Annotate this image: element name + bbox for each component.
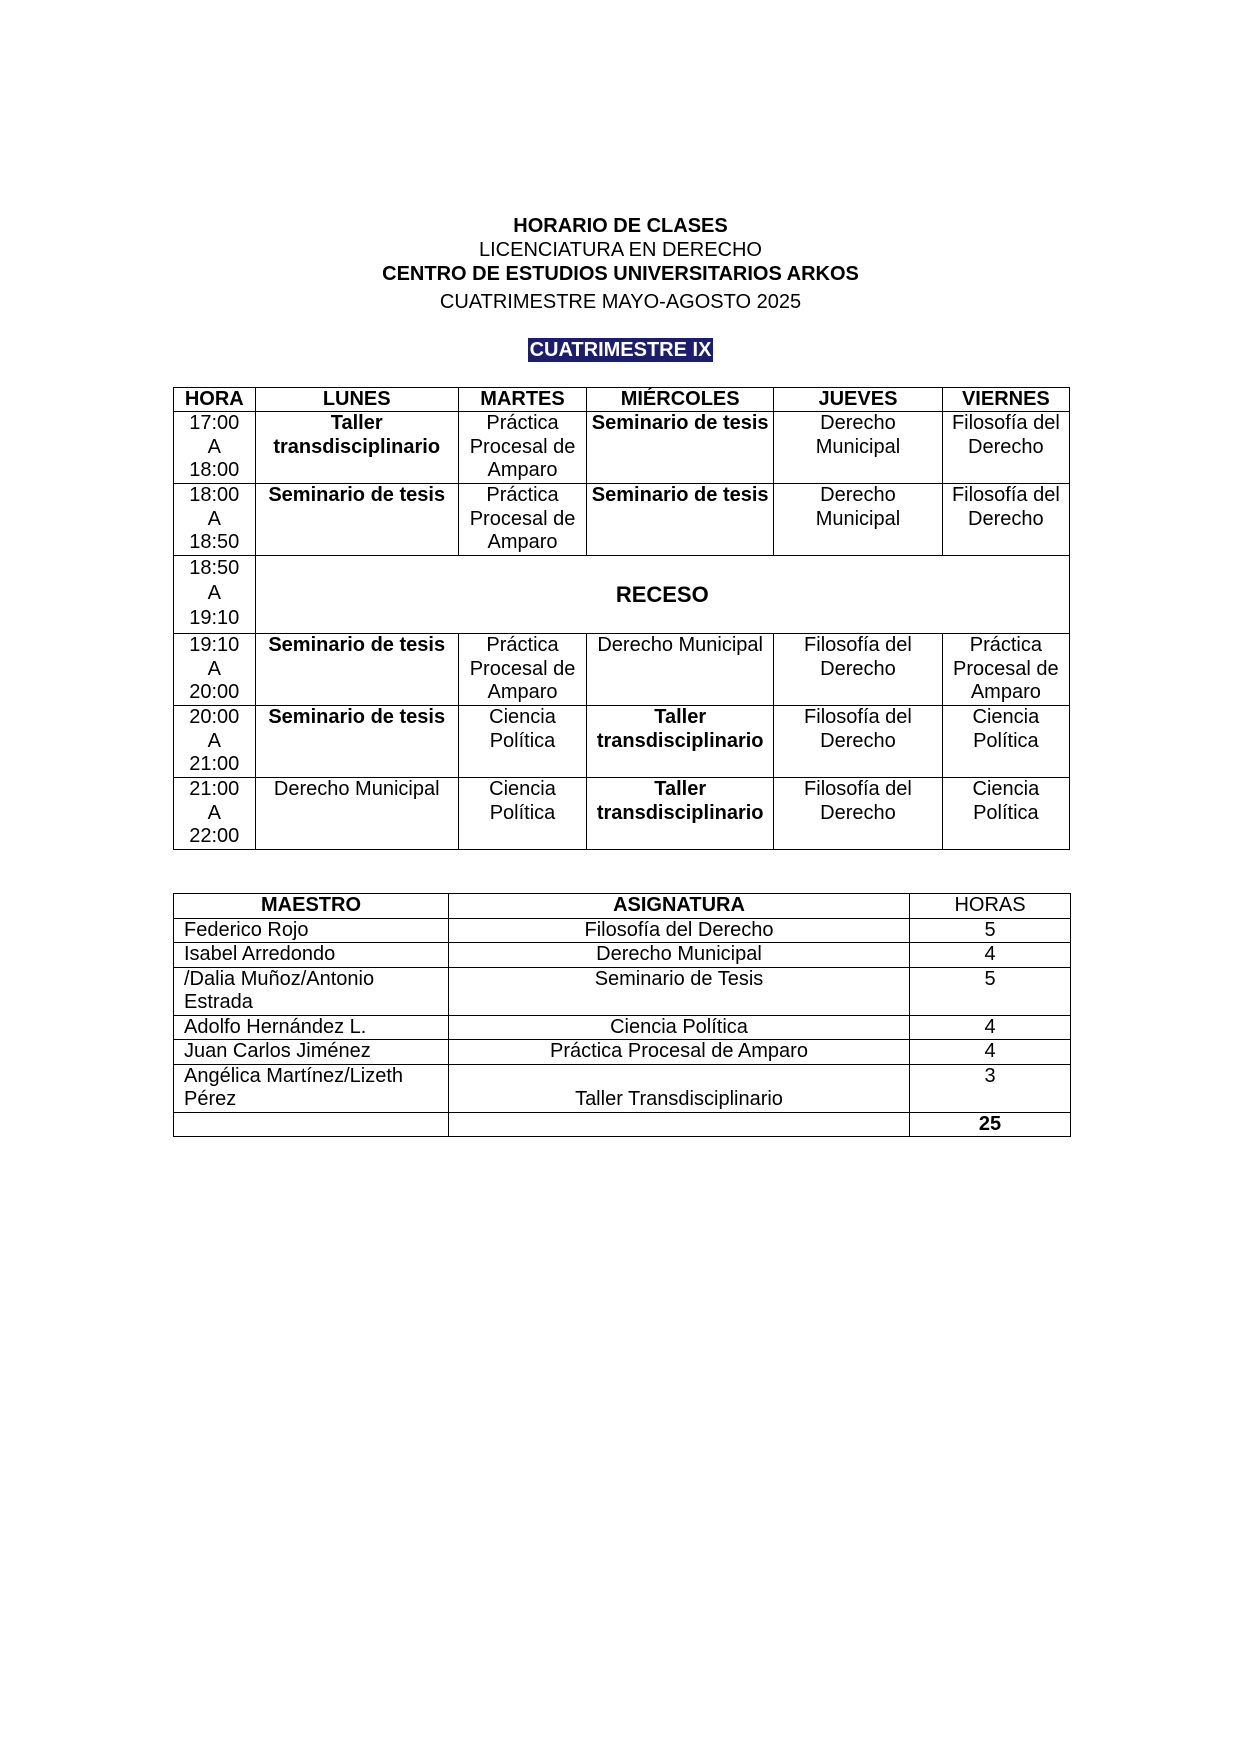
total-row xyxy=(174,1112,1071,1137)
term-label: CUATRIMESTRE MAYO-AGOSTO 2025 xyxy=(439,291,802,313)
class-cell: Derecho Municipal xyxy=(774,412,943,484)
class-cell: Seminario de tesis xyxy=(255,484,458,556)
class-cell: Seminario de tesis xyxy=(587,484,774,556)
class-cell: Ciencia Política xyxy=(458,706,586,778)
teacher-name: Adolfo Hernández L. xyxy=(174,1015,449,1040)
teacher-row xyxy=(174,967,1071,1015)
teachers-table xyxy=(173,893,1071,1137)
class-cell: Seminario de tesis xyxy=(255,634,458,706)
class-cell: Filosofía del Derecho xyxy=(942,412,1069,484)
class-cell: Taller transdisciplinario xyxy=(587,706,774,778)
time-cell: 19:10 A 20:00 xyxy=(174,634,256,706)
hours-value: 5 xyxy=(910,918,1071,943)
header-viernes: VIERNES xyxy=(942,388,1069,412)
class-cell: Práctica Procesal de Amparo xyxy=(458,634,586,706)
teacher-name: Isabel Arredondo xyxy=(174,943,449,968)
schedule-row xyxy=(174,484,1070,556)
badge-wrap xyxy=(0,338,1241,362)
time-cell: 21:00 A 22:00 xyxy=(174,778,256,850)
class-cell: Filosofía del Derecho xyxy=(774,706,943,778)
schedule-table xyxy=(173,387,1070,850)
teacher-row xyxy=(174,1040,1071,1065)
teacher-name: Angélica Martínez/Lizeth Pérez xyxy=(174,1064,449,1112)
class-cell: Ciencia Política xyxy=(942,778,1069,850)
time-cell: 18:00 A 18:50 xyxy=(174,484,256,556)
teacher-name: Federico Rojo xyxy=(174,918,449,943)
header-horas: HORAS xyxy=(910,894,1071,919)
hours-value: 4 xyxy=(910,1040,1071,1065)
time-cell: 18:50 A 19:10 xyxy=(174,556,256,634)
class-cell: Seminario de tesis xyxy=(255,706,458,778)
class-cell: Derecho Municipal xyxy=(255,778,458,850)
subject-name: Filosofía del Derecho xyxy=(449,918,910,943)
class-cell: Derecho Municipal xyxy=(774,484,943,556)
receso-row xyxy=(174,556,1070,634)
subject-name: Derecho Municipal xyxy=(449,943,910,968)
document-title: HORARIO DE CLASES xyxy=(513,215,728,237)
teacher-row xyxy=(174,1064,1071,1112)
receso-label: RECESO xyxy=(255,556,1069,634)
class-cell: Ciencia Política xyxy=(942,706,1069,778)
document-header xyxy=(0,214,1241,314)
class-cell: Práctica Procesal de Amparo xyxy=(942,634,1069,706)
hours-value: 5 xyxy=(910,967,1071,1015)
schedule-header-row xyxy=(174,388,1070,412)
teacher-row xyxy=(174,1015,1071,1040)
teacher-name: Juan Carlos Jiménez xyxy=(174,1040,449,1065)
total-empty-cell xyxy=(449,1112,910,1137)
class-cell: Práctica Procesal de Amparo xyxy=(458,412,586,484)
teacher-row xyxy=(174,943,1071,968)
header-lunes: LUNES xyxy=(255,388,458,412)
subject-name: Seminario de Tesis xyxy=(449,967,910,1015)
class-cell: Taller transdisciplinario xyxy=(255,412,458,484)
header-hora: HORA xyxy=(174,388,256,412)
schedule-row xyxy=(174,412,1070,484)
institution-name: CENTRO DE ESTUDIOS UNIVERSITARIOS ARKOS xyxy=(382,263,859,285)
teachers-header-row xyxy=(174,894,1071,919)
hours-value: 3 xyxy=(910,1064,1071,1112)
class-cell: Derecho Municipal xyxy=(587,634,774,706)
teacher-name: /Dalia Muñoz/Antonio Estrada xyxy=(174,967,449,1015)
class-cell: Filosofía del Derecho xyxy=(774,634,943,706)
subject-name: Práctica Procesal de Amparo xyxy=(449,1040,910,1065)
header-martes: MARTES xyxy=(458,388,586,412)
cuatrimestre-badge: CUATRIMESTRE IX xyxy=(529,339,712,361)
hours-value: 4 xyxy=(910,943,1071,968)
subject-name: Ciencia Política xyxy=(449,1015,910,1040)
schedule-row xyxy=(174,634,1070,706)
class-cell: Taller transdisciplinario xyxy=(587,778,774,850)
program-name: LICENCIATURA EN DERECHO xyxy=(478,239,762,261)
header-maestro: MAESTRO xyxy=(174,894,449,919)
header-asignatura: ASIGNATURA xyxy=(449,894,910,919)
subject-name: Taller Transdisciplinario xyxy=(449,1064,910,1112)
class-cell: Filosofía del Derecho xyxy=(942,484,1069,556)
class-cell: Seminario de tesis xyxy=(587,412,774,484)
teacher-row xyxy=(174,918,1071,943)
total-hours: 25 xyxy=(910,1112,1071,1137)
class-cell: Práctica Procesal de Amparo xyxy=(458,484,586,556)
schedule-row xyxy=(174,778,1070,850)
total-empty-cell xyxy=(174,1112,449,1137)
class-cell: Ciencia Política xyxy=(458,778,586,850)
header-miercoles: MIÉRCOLES xyxy=(587,388,774,412)
time-cell: 17:00 A 18:00 xyxy=(174,412,256,484)
header-jueves: JUEVES xyxy=(774,388,943,412)
hours-value: 4 xyxy=(910,1015,1071,1040)
time-cell: 20:00 A 21:00 xyxy=(174,706,256,778)
schedule-row xyxy=(174,706,1070,778)
class-cell: Filosofía del Derecho xyxy=(774,778,943,850)
